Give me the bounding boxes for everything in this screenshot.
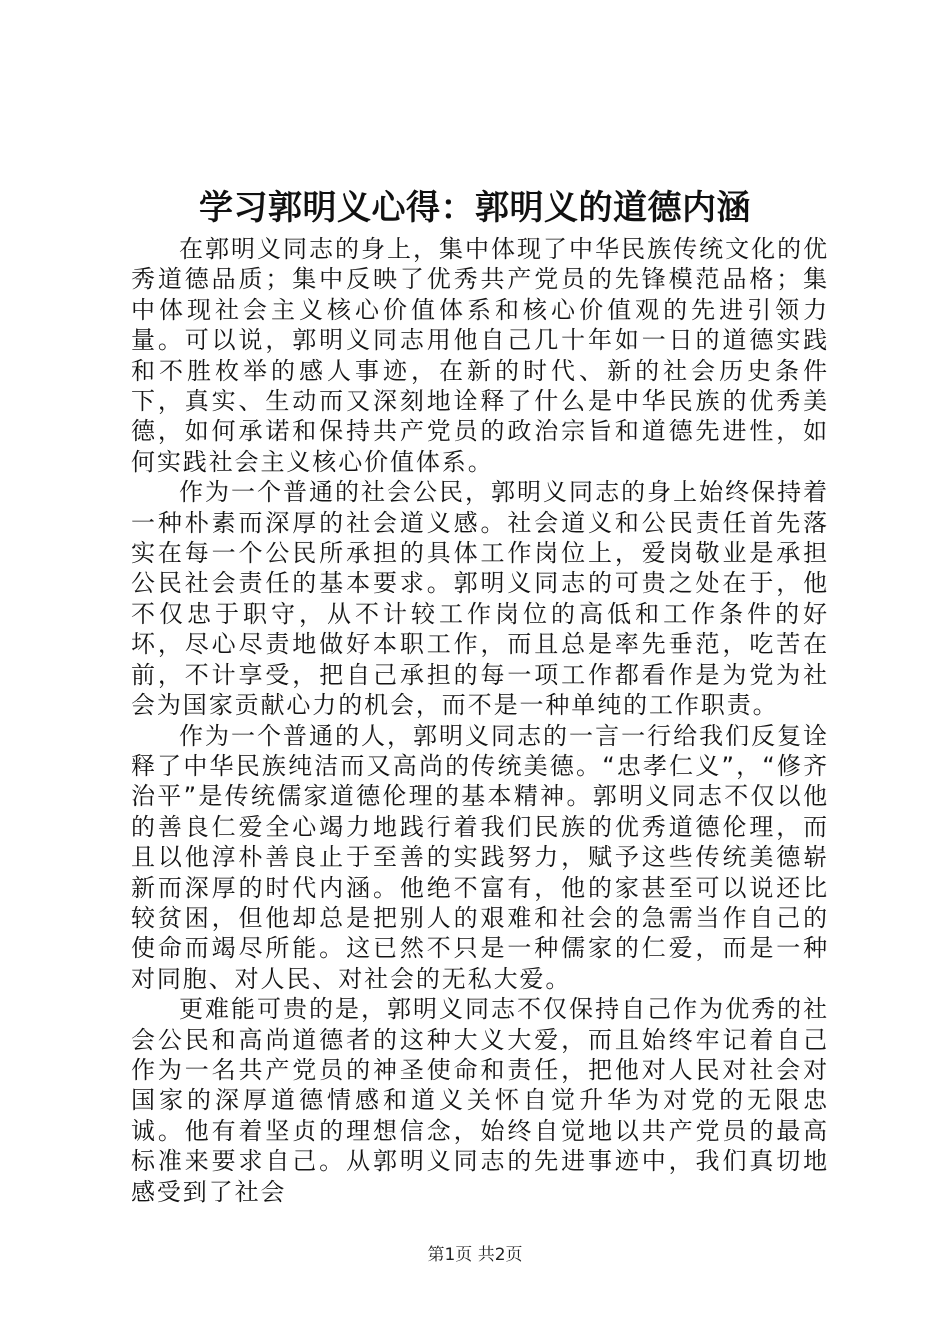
page-number-footer: 第1页 共2页 (427, 1245, 523, 1265)
paragraph-3: 作为一个普通的人，郭明义同志的一言一行给我们反复诠释了中华民族纯洁而又高尚的传统美德。“忠孝仁义”，“修齐治平”是传统儒家道德伦理的基本精神。郭明义同志不仅以他的善良仁爱全心竭力地践行着我们民族的优秀道德伦理，而且以他淳朴善良止于至善的实践努力，赋予这些传统美德崭新而深厚的时代内涵。他绝不富有，他的家甚至可以说还比较贫困，但他却总是把别人的艰难和社会的急需当作自己的使命而竭尽所能。这已然不只是一种儒家的仁爱，而是一种对同胞、对人民、对社会的无私大爱。 (131, 721, 829, 993)
document-title: 学习郭明义心得：郭明义的道德内涵 (199, 188, 751, 228)
document-body (131, 234, 829, 1207)
paragraph-1: 在郭明义同志的身上，集中体现了中华民族传统文化的优秀道德品质；集中反映了优秀共产党员的先锋模范品格；集中体现社会主义核心价值体系和核心价值观的先进引领力量。可以说，郭明义同志用他自己几十年如一日的道德实践和不胜枚举的感人事迹，在新的时代、新的社会历史条件下，真实、生动而又深刻地诠释了什么是中华民族的优秀美德，如何承诺和保持共产党员的政治宗旨和道德先进性，如何实践社会主义核心价值体系。 (131, 235, 829, 476)
paragraph-2: 作为一个普通的社会公民，郭明义同志的身上始终保持着一种朴素而深厚的社会道义感。社会道义和公民责任首先落实在每一个公民所承担的具体工作岗位上，爱岗敬业是承担公民社会责任的基本要求。郭明义同志的可贵之处在于，他不仅忠于职守，从不计较工作岗位的高低和工作条件的好坏，尽心尽责地做好本职工作，而且总是率先垂范，吃苦在前，不计享受，把自己承担的每一项工作都看作是为党为社会为国家贡献心力的机会，而不是一种单纯的工作职责。 (131, 478, 829, 720)
paragraph-4: 更难能可贵的是，郭明义同志不仅保持自己作为优秀的社会公民和高尚道德者的这种大义大爱，而且始终牢记着自己作为一名共产党员的神圣使命和责任，把他对人民对社会对国家的深厚道德情感和道义关怀自觉升华为对党的无限忠诚。他有着坚贞的理想信念，始终自觉地以共产党员的最高标准来要求自己。从郭明义同志的先进事迹中，我们真切地感受到了社会 (131, 995, 829, 1206)
